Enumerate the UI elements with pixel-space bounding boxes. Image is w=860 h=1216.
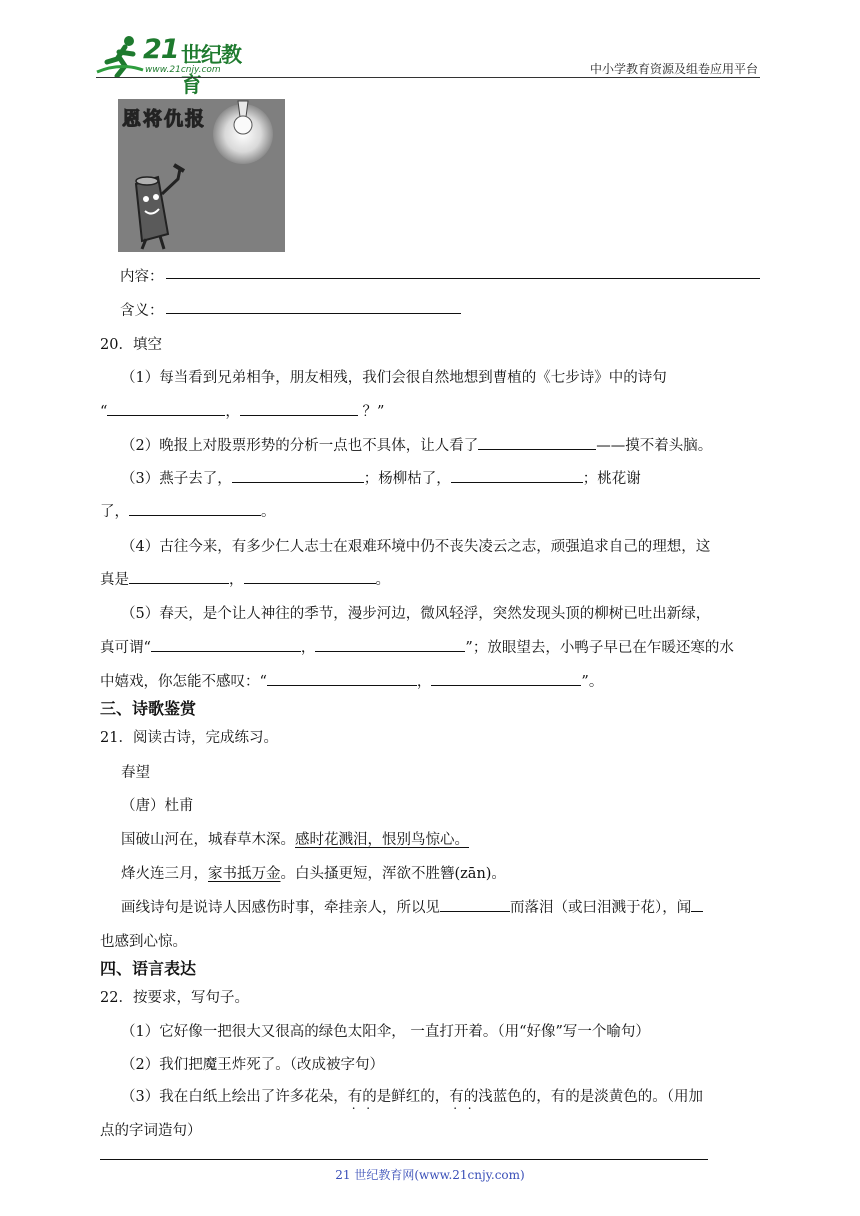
- q22-title: 22．按要求，写句子。: [100, 990, 249, 1006]
- q21-question-line1: [121, 896, 703, 917]
- q20-p2-tail: ——摸不着头脑。: [596, 438, 713, 454]
- q20-p2: [121, 434, 712, 455]
- close-quote: ？”: [362, 404, 385, 420]
- poem-line-1b-underlined: 感时花溅泪，恨别鸟惊心。: [295, 832, 469, 848]
- q20-p5-e: 中嬉戏，你怎能不感叹：“: [100, 674, 267, 690]
- content-row: [120, 265, 164, 286]
- poem-line-2b-underlined: 家书抵万金: [208, 866, 281, 882]
- q20-title: 20．填空: [100, 337, 162, 353]
- q20-p1-line1: （1）每当看到兄弟相争，朋友相残，我们会很自然地想到曹植的《七步诗》中的诗句: [121, 370, 667, 386]
- dotted-char: 有: [449, 1089, 464, 1105]
- platform-name: 中小学教育资源及组卷应用平台: [589, 62, 758, 76]
- logo-text: 世纪教育: [181, 43, 241, 97]
- logo: [95, 32, 260, 97]
- blank-5[interactable]: [451, 467, 583, 483]
- q21-title: 21．阅读古诗，完成练习。: [100, 730, 278, 746]
- content-answer-line[interactable]: [166, 263, 760, 279]
- q20-p4-b: 真是: [100, 572, 129, 588]
- q20-p4-line1: （4）古往今来，有多少仁人志士在艰难环境中仍不丧失凌云之志，顽强追求自己的理想，这: [121, 539, 711, 555]
- q20-p5-c: ，: [300, 640, 316, 656]
- blank-7[interactable]: [129, 568, 229, 584]
- poem-line-2: [121, 862, 506, 883]
- poem-author: （唐）杜甫: [121, 798, 194, 814]
- q21-q-b: 而落泪（或曰泪溅于花），闻: [510, 900, 692, 916]
- logo-number: 21: [143, 34, 179, 65]
- meaning-label: 含义：: [120, 303, 164, 319]
- blank-8[interactable]: [244, 568, 376, 584]
- q22-s3-a: （3）我在白纸上绘出了许多花朵，: [121, 1089, 348, 1105]
- poem-line-1a: 国破山河在，城春草木深。: [121, 832, 295, 848]
- q20-p3-e: 。: [261, 504, 276, 520]
- q20-p4-d: 。: [375, 572, 390, 588]
- meaning-row: [120, 299, 164, 320]
- q20-p5-line2: [100, 636, 734, 657]
- q22-s3-c: 是鲜红的，: [376, 1089, 450, 1105]
- blank-1[interactable]: [107, 400, 225, 416]
- cartoon-image: [118, 99, 285, 252]
- q20-p3-d: 了，: [100, 504, 129, 520]
- dotted-char: 有: [347, 1089, 363, 1105]
- q20-p3-line1: [121, 467, 641, 488]
- meaning-answer-line[interactable]: [166, 298, 461, 314]
- dotted-char: 的: [362, 1089, 377, 1105]
- q20-p5-d: ”；放眼望去，小鸭子早已在乍暖还寒的水: [465, 640, 734, 656]
- q20-p5-f: ，: [416, 674, 432, 690]
- dotted-char: 的: [463, 1089, 479, 1105]
- q20-p5-g: ”。: [581, 674, 604, 690]
- open-quote: “: [100, 404, 108, 420]
- q20-p5-b: 真可谓“: [100, 640, 151, 656]
- q20-p3-a: （3）燕子去了，: [121, 471, 232, 487]
- blank-14[interactable]: [691, 896, 703, 912]
- section-3-title: 三、诗歌鉴赏: [100, 699, 197, 718]
- content-label: 内容：: [120, 269, 164, 285]
- blank-13[interactable]: [440, 896, 510, 912]
- cartoon-caption: 恩将仇报: [122, 108, 207, 130]
- q20-p2-text: （2）晚报上对股票形势的分析一点也不具体，让人看了: [121, 438, 479, 454]
- blank-12[interactable]: [431, 670, 581, 686]
- q22-s2: （2）我们把魔王炸死了。（改成被字句）: [121, 1057, 384, 1073]
- comma: ，: [225, 404, 240, 420]
- poem-line-2c: 。白头搔更短，浑欲不胜簪(zān)。: [280, 866, 506, 882]
- q20-p3-b: ；杨柳枯了，: [363, 471, 451, 487]
- blank-4[interactable]: [232, 467, 364, 483]
- q20-p3-c: ；桃花谢: [582, 471, 641, 487]
- q20-p1-line2: [100, 400, 384, 421]
- blank-9[interactable]: [151, 636, 301, 652]
- runner-icon: [95, 32, 145, 78]
- footer-text: 21 世纪教育网(www.21cnjy.com): [335, 1168, 525, 1182]
- blank-3[interactable]: [478, 434, 596, 450]
- q22-s1: （1）它好像一把很大又很高的绿色太阳伞， 一直打开着。（用“好像”写一个喻句）: [121, 1024, 650, 1040]
- poem-title: 春望: [121, 765, 150, 781]
- q20-p4-line2: [100, 568, 390, 589]
- blank-2[interactable]: [240, 400, 358, 416]
- q20-p3-line2: [100, 500, 276, 521]
- poem-line-1: [121, 828, 469, 849]
- section-4-title: 四、语言表达: [100, 959, 197, 978]
- q20-p5-line3: [100, 670, 603, 691]
- blank-10[interactable]: [315, 636, 465, 652]
- header-divider: [96, 77, 760, 78]
- q21-q-a: 画线诗句是说诗人因感伤时事，牵挂亲人，所以见: [121, 900, 440, 916]
- q21-question-line2: 也感到心惊。: [100, 934, 187, 950]
- poem-line-2a: 烽火连三月，: [121, 866, 208, 882]
- q20-p4-c: ，: [229, 572, 244, 588]
- q20-p5-line1: （5）春天，是个让人神往的季节，漫步河边，微风轻浮，突然发现头顶的柳树已吐出新绿，: [121, 606, 711, 622]
- q22-s3-line1: [121, 1085, 703, 1106]
- blank-11[interactable]: [267, 670, 417, 686]
- q22-s3-e: 浅蓝色的，有的是淡黄色的。（用加: [478, 1089, 703, 1105]
- blank-6[interactable]: [129, 500, 261, 516]
- footer-divider: [100, 1159, 708, 1160]
- logo-url: www.21cnjy.com: [145, 65, 221, 75]
- q22-s3-line2: 点的字词造句）: [100, 1123, 202, 1139]
